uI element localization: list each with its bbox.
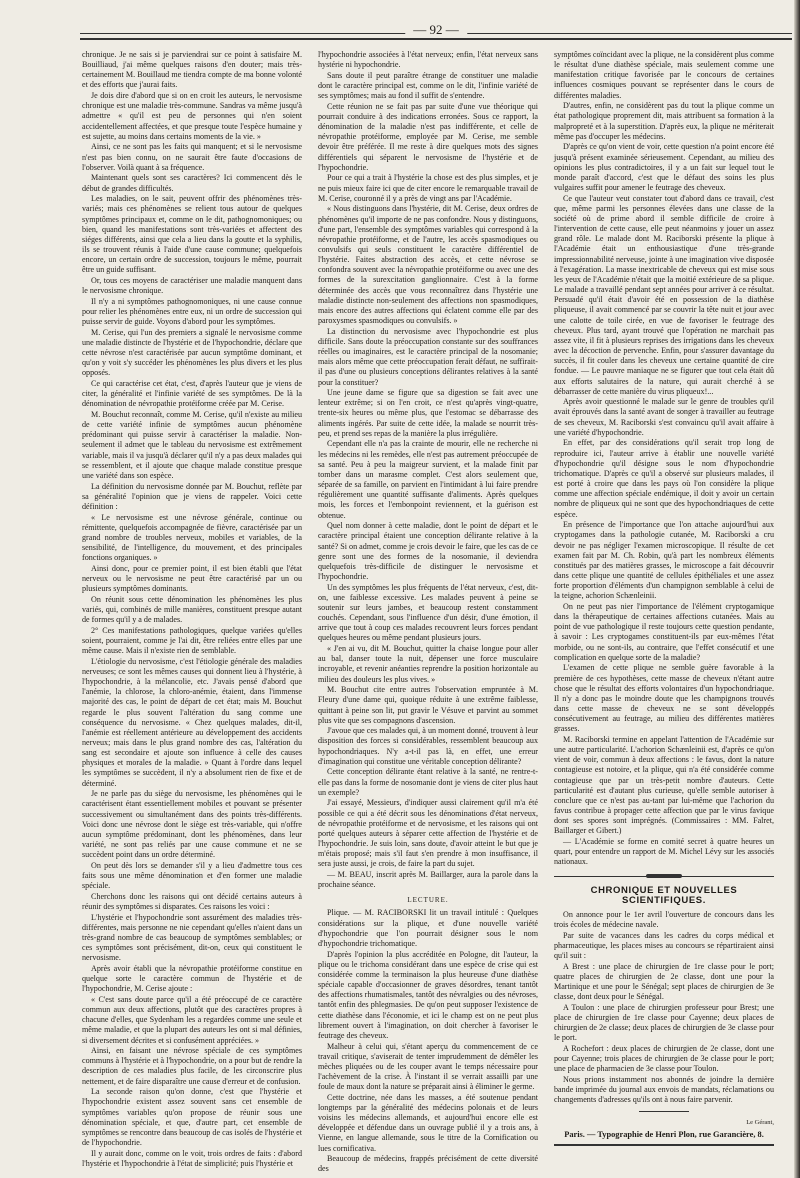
paragraph: D'après l'opinion la plus accréditée en Pologne, dit l'auteur, la plique ou le trichoma considérant dans une espèce de crise qui est considérée comme la terminaison la plus heureuse d'une diathèse spéciale capable d'occasionner de graves désordres, tenant tantôt des affections rhumatismales, tantôt des névralgies ou des névroses, tantôt enfin des phlegmasies. De qu'on peut supposer l'existence de cette diathèse dans l'économie, et ici le champ est on ne peut plus librement ouvert à l'imagination, on doit chercher à favoriser le feutrage des cheveux. [318, 949, 538, 1040]
article-continuation [318, 50, 538, 890]
paragraph: — M. BEAU, inscrit après M. Baillarger, aura la parole dans la prochaine séance. [318, 870, 538, 890]
paragraph: Après avoir établi que la névropathie protéiforme constitue en quelque sorte le caractère commun de l'hystérie et de l'hypochondrie, M. Cerise ajoute : [82, 963, 302, 994]
header-rule-thick [80, 38, 792, 40]
paragraph: D'après ce qu'on vient de voir, cette question n'a point encore été jusqu'à présent examinée sérieusement. Cependant, au milieu des opinions les plus contradictoires, il y a un fait sur lequel tout le monde paraît d'accord, c'est que le défaut des soins les plus vulgaires suffit pour amener le feutrage des cheveux. [554, 142, 774, 193]
paragraph: « Nous distinguons dans l'hystérie, dit M. Cerise, deux ordres de phénomènes qu'il importe de ne pas confondre. Nous y distinguons, d'une part, l'ensemble des symptômes variables qui correspond à la névropathie protéiforme, et de l'autre, les accès spasmodiques ou convulsifs qui seuls constituent le caractère différentiel de l'hystérie. Faites abstraction des accès, et cette névrose se confondra souvent avec la névropathie protéiforme ou avec une des formes de la surexcitation ganglionnaire. C'est à la forme déterminée des accès que vous reconnaîtrez dans l'hystérie une maladie distincte non-seulement des affections non spasmodiques, mais encore des autres affections qui éclatent comme elle par des paroxysmes spasmodiques ou convulsifs. » [318, 204, 538, 326]
paragraph: Je ne parle pas du siège du nervosisme, les phénomènes qui le caractérisent étant essentiellement mobiles et pouvant se présenter successivement ou simultanément dans des points très-différents. Voici donc une névrose dont le siège est très-variable, qui n'offre aucun symptôme prédominant, dont les phénomènes, dans leur variété, ne sont pas reliés par une cause commune et ne se succèdent point dans un ordre déterminé. [82, 789, 302, 860]
paragraph: Il n'y a ni symptômes pathognomoniques, ni une cause connue pour relier les phénomènes entre eux, ni un ordre de succession qui puisse servir de guide. Voyons d'abord pour les symptômes. [82, 296, 302, 327]
paragraph: « J'en ai vu, dit M. Bouchut, quitter la chaise longue pour aller au bal, danser toute la nuit, dépenser une force musculaire incroyable, et revenir anéanties reprendre la position horizontale au milieu des douleurs les plus vives. » [318, 644, 538, 684]
paragraph: L'examen de cette plique ne semble guère favorable à la première de ces hypothèses, cette masse de cheveux n'étant autre chose que le résultat des efforts volontaires d'un hypochondriaque. Il n'y a donc pas le moindre doute que les champignons trouvés dans cette masse de cheveux ne se sont développés consécutivement au feutrage, au milieu des différentes matières grasses. [554, 663, 774, 734]
paragraph: Ainsi donc, pour ce premier point, il est bien établi que l'état nerveux ou le nervosisme ne peut être caractérisé par un ou plusieurs symptômes dominants. [82, 563, 302, 594]
page-number: — 92 — [405, 22, 467, 38]
bottom-rule [554, 1144, 774, 1146]
paragraph: — L'Académie se forme en comité secret à quatre heures un quart, pour entendre un rapport de M. Michel Lévy sur les associés nationaux. [554, 837, 774, 867]
paragraph: M. Raciborski termine en appelant l'attention de l'Académie sur une autre particularité. L'achorion Schænleinii est, d'après ce qu'on vient de voir, commun à deux affections : le favus, dont la nature contagieuse est notoire, et la plique, qui n'a été considérée comme contagieuse que par un très-petit nombre d'auteurs. Cette particularité est d'autant plus curieuse, qu'elle semble autoriser à conclure que ce n'est pas au-tant par lui-même que l'achorion du favus contribue à propager cette affection que par le virus favique dont ses spores sont imprégnés. (Commissaires : MM. Falret, Baillarger et Gibert.) [554, 734, 774, 836]
paragraph: Malheur à celui qui, s'étant aperçu du commencement de ce travail critique, s'aviserait de tenter imprudemment de démêler les mèches pliquées ou de les couper avant le temps nécessaire pour l'achèvement de la crise. À l'instant il se verrait assailli par une foule de maux dont la nature se préparait ainsi à éliminer le germe. [318, 1041, 538, 1092]
paragraph: « C'est sans doute parce qu'il a été préoccupé de ce caractère commun aux deux affections, plutôt que des caractères propres à chacune d'elles, que Sydenham les a regardées comme une seule et même maladie, et que la plupart des auteurs les ont si mal définies, si diversement décrites et si confusément appréciées. » [82, 994, 302, 1045]
paragraph: Par suite de vacances dans les cadres du corps médical et pharmaceutique, les places mises au concours se répartiraient ainsi qu'il suit : [554, 930, 774, 960]
page-binding-edge [794, 0, 800, 1178]
paragraph: D'autres, enfin, ne considèrent pas du tout la plique comme un état pathologique proprement dit, mais attribuent sa formation à la malpropreté et à la superstition. D'après eux, la plique ne mériterait même pas d'occuper les médecins. [554, 101, 774, 141]
paragraph: Une jeune dame se figure que sa digestion se fait avec une lenteur extrême; si on l'en croit, ce n'est qu'après vingt-quatre, trente-six heures ou même plus, que l'estomac se débarrasse des aliments ingérés. Par suite de cette idée, la malade se nourrit très-peu, et prend ses repas de la manière la plus irrégulière. [318, 388, 538, 438]
paragraph: Cette doctrine, née dans les masses, a été soutenue pendant longtemps par la généralité des médecins polonais et de leurs voisins les médecins allemands, et aujourd'hui encore elle est développée et défendue dans un ouvrage publié il y a trois ans, à Vienne, en langue allemande, sous le titre de la Cornification ou lues cornificativa. [318, 1092, 538, 1153]
paragraph: Quel nom donner à cette maladie, dont le point de départ et le caractère principal étaient une conception délirante relative à la santé? Si on admet, comme je crois devoir le faire, que les cas de ce genre sont une des formes de la nosomanie, il deviendra quelquefois très-difficile de distinguer le nervosisme et l'hypochondrie. [318, 521, 538, 581]
paragraph: J'avoue que ces malades qui, à un moment donné, trouvent à leur disposition des forces si considérables, ressemblent beaucoup aux hypochondriaques. N'y a-t-il pas là, en effet, une erreur d'imagination qui constitue une véritable conception délirante? [318, 726, 538, 766]
paragraph: L'hystérie et l'hypochondrie sont assurément des maladies très-différentes, mais personne ne nie cependant qu'elles n'aient dans un très-grand nombre de cas beaucoup de symptômes semblables; or ces symptômes sont précisément, dit-on, ceux qui constituent le nervosisme. [82, 912, 302, 963]
paragraph: Cependant elle n'a pas la crainte de mourir, elle ne recherche ni les médecins ni les remèdes, elle n'est pas autrement préoccupée de sa santé. Peu à peu la maigreur survient, et la malade finit par tomber dans un marasme complet. C'est alors seulement que, séparée de sa famille, on parvient en l'intimidant à lui faire prendre régulièrement une quantité suffisante d'aliments. Après quelques mois, les forces et l'embonpoint reviennent, et la guérison est obtenue. [318, 439, 538, 520]
chronique-article [554, 910, 774, 1105]
paragraph: L'étiologie du nervosisme, c'est l'étiologie générale des maladies nerveuses; ce sont les mêmes causes qui donnent lieu à l'hystérie, à l'hypochondrie, à la mélancolie, etc. J'avais pensé d'abord que l'anémie, la chlorose, la chloro-anémie, étaient, dans l'immense majorité des cas, le point de départ de cet état; mais M. Bouchut regarde le plus souvent l'altération du sang comme une conséquence du nervosisme. « Chez quelques malades, dit-il, l'anémie est réellement antérieure au développement des accidents nerveux; mais dans le plus grand nombre des cas, l'altération du sang est secondaire et ajoute son influence à celle des causes physiques et morales de la maladie. » Quant à l'ordre dans lequel les symptômes se succèdent, il n'y a absolument rien de fixe et de déterminé. [82, 656, 302, 788]
gerant-signature: Le Gérant, [746, 1119, 774, 1127]
paragraph: Ce qui caractérise cet état, c'est, d'après l'auteur que je viens de citer, la généralité et l'infinie variété de ses symptômes. De là la dénomination de névropathie protéiforme créée par M. Cerise. [82, 379, 302, 409]
paragraph: On réunit sous cette dénomination les phénomènes les plus variés, qui, combinés de mille manières, constituent presque autant de formes qu'il y a de malades. [82, 594, 302, 625]
paragraph: Sans doute il peut paraître étrange de constituer une maladie dont le caractère principal est, comme on le dit, l'infinie variété de ses symptômes; mais au fond il suffit de s'entendre. [318, 70, 538, 101]
paragraph: En présence de l'importance que l'on attache aujourd'hui aux cryptogames dans la pathologie cutanée, M. Raciborski a cru devoir ne pas négliger l'examen microscopique. Il résulte de cet examen fait par M. Ch. Robin, qu'à part les nombreux éléments constitués par des matières grasses, le microscope a fait découvrir dans cette plique une quantité de cellules épithéliales et une assez forte proportion d'éléments d'un champignon semblable à celui de la teigne, achorion Schænleinii. [554, 520, 774, 601]
paragraph: Il y aurait donc, comme on le voit, trois ordres de faits : d'abord l'hystérie et l'hypochondrie à l'état de simplicité; puis l'hystérie et [82, 1148, 302, 1168]
paragraph: On ne peut pas nier l'importance de l'élément cryptogamique dans la thérapeutique de certaines affections cutanées. Mais au point de vue pathologique il reste toujours cette question pendante, à savoir : Les cryptogames constituent-ils par eux-mêmes l'état morbide, ou ne sont-ils, au contraire, que l'effet consécutif et une complication en quelque sorte de la maladie? [554, 601, 774, 662]
column-middle [318, 50, 538, 1174]
paragraph: On peut dès lors se demander s'il y a lieu d'admettre tous ces faits sous une même dénomination et d'en former une maladie spéciale. [82, 860, 302, 891]
lecture-heading: LECTURE. [407, 896, 449, 905]
paragraph: Nous prions instamment nos abonnés de joindre la dernière bande imprimée du journal aux envois de mandats, réclamations ou changements d'adresses qu'ils ont à nous faire parvenir. [554, 1074, 774, 1105]
paragraph: chronique. Je ne sais si je parviendrai sur ce point à satisfaire M. Bouilliaud, j'ai même quelques raisons d'en douter; mais très-certainement M. Bouillaud me tiendra compte de ma bonne volonté et des efforts que j'aurai faits. [82, 50, 302, 90]
paragraph: Maintenant quels sont ses caractères? Ici commencent dès le début de grandes difficultés. [82, 173, 302, 193]
paragraph: Cherchons donc les raisons qui ont décidé certains auteurs à réunir des symptômes si disparates. Ces raisons les voici : [82, 891, 302, 911]
paragraph: Je dois dire d'abord que si on en croit les auteurs, le nervosisme chronique est une maladie très-commune. Sandras va même jusqu'à admettre « qu'il est peu de personnes qui n'en soient accidentellement affectées, et que presque toute l'espèce humaine y est sujette, au moins dans certains moments de la vie. » [82, 91, 302, 141]
paragraph: La distinction du nervosisme avec l'hypochondrie est plus difficile. Sans doute la préoccupation constante sur des souffrances réelles ou imaginaires, est le caractère principal de la nosomanie; mais alors même que cette préoccupation ferait défaut, ne suffirait-il pas d'une ou plusieurs conceptions délirantes relatives à la santé pour la constituer? [318, 326, 538, 387]
paragraph: symptômes coïncidant avec la plique, ne la considèrent plus comme le résultat d'une diathèse spéciale, mais seulement comme une manifestation critique favorisée par le concours de certaines influences cosmiques pouvant se représenter dans le cours de différentes maladies. [554, 50, 774, 100]
paragraph: « Le nervosisme est une névrose générale, continue ou rémittente, quelquefois accompagnée de fièvre, caractérisée par un grand nombre de troubles nerveux, mobiles et variables, de la sensibilité, de l'intelligence, du mouvement, et des principales fonctions organiques. » [82, 512, 302, 563]
paragraph: La seconde raison qu'on donne, c'est que l'hystérie et l'hypochondrie existent assez souvent sans cet ensemble de symptômes variables qu'on propose de réunir sous une dénomination spéciale, et que, d'autre part, cet ensemble de symptômes se rencontre dans beaucoup de cas isolés de l'hystérie et de l'hypochondrie. [82, 1087, 302, 1148]
paragraph: Un des symptômes les plus fréquents de l'état nerveux, c'est, dit-on, une faiblesse excessive. Les malades peuvent à peine se soutenir sur leurs jambes, et beaucoup restent constamment couchés. Cependant, sous l'influence d'un désir, d'une émotion, il arrive que tout à coup ces malades recouvrent leurs forces pendant quelques heures ou même pendant plusieurs jours. [318, 582, 538, 643]
paragraph: A Rochefort : deux places de chirurgien de 2e classe, dont une pour Cayenne; trois places de chirurgien de 3e classe pour le port; une place de pharmacien de 3e classe pour Toulon. [554, 1043, 774, 1074]
paragraph: Ce que l'auteur veut constater tout d'abord dans ce travail, c'est que, même parmi les personnes élevées dans une classe de la société où de prime abord il semble difficile de croire à l'intervention de cette cause, elle peut néanmoins y jouer un assez grand rôle. Le malade dont M. Raciborski présente la plique à l'Académie était un enthousiastique d'une très-grande impressionnabilité nerveuse, jointe à une imagination vive disposée à l'exagération. La masse inextricable de cheveux qui est mise sous les yeux de l'Académie n'était que la moitié extérieure de sa plique. Le malade a travaillé pendant sept années pour arriver à ce résultat. Persuadé qu'il était d'avoir été en possession de la diathèse pliqueuse, il avait commencé par se couvrir la tête nuit et jour avec une calotte de toile cirée, en vue de favoriser le feutrage des cheveux. Plus tard, ayant trouvé que l'opération ne marchait pas assez vite, il fit à plusieurs reprises des irrigations dans les cheveux avec la décoction de pervenche. Enfin, pour s'assurer davantage du succès, il fit couler dans les cheveux une certaine quantité de cire fondue. — Le pauvre maniaque ne se figurer que tout cela était dû aux efforts salutaires de la nature, qui aurait cherché à se débarrasser de cette manière du virus pliqueux!... [554, 193, 774, 396]
printer-imprint: Paris. — Typographie de Henri Plon, rue Garancière, 8. [564, 1130, 764, 1140]
paragraph: 2° Ces manifestations pathologiques, quelque variées qu'elles soient, pourraient, comme je l'ai dit, être reliées entre elles par une même cause. Mais il n'existe rien de semblable. [82, 625, 302, 656]
paragraph: J'ai essayé, Messieurs, d'indiquer aussi clairement qu'il m'a été possible ce qui a été décrit sous les dénominations d'état nerveux, de névropathie protéiforme et de nervosisme, et les raisons qui ont porté quelques auteurs à séparer cette affection de l'hystérie et de l'hypochondrie. Je suis loin, sans doute, d'avoir atteint le but que je m'étais proposé; mais s'il faut s'en prendre à mon insuffisance, il sera juste aussi, je crois, de faire la part du sujet. [318, 798, 538, 869]
paragraph: Cette conception délirante étant relative à la santé, ne rentre-t-elle pas dans la forme de nosomanie dont je viens de citer plus haut un exemple? [318, 767, 538, 797]
paragraph: A Toulon : une place de chirurgien professeur pour Brest; une place de chirurgien de 1re classe pour Cayenne; deux places de chirurgien de 2e classe; deux places de chirurgien de 3e classe pour le port. [554, 1002, 774, 1043]
paragraph: M. Bouchut reconnaît, comme M. Cerise, qu'il n'existe au milieu de cette variété infinie de symptômes aucun phénomène prédominant qui puisse servir à caractériser la maladie. Non-seulement il admet que le tableau du nervosisme est extrêmement variable, mais il va jusqu'à déclarer qu'il n'y a pas deux malades qui se ressemblent, et il ajoute que chaque malade constitue presque une variété dans son espèce. [82, 409, 302, 480]
end-rule [639, 1111, 689, 1112]
page-header [80, 22, 792, 46]
paragraph: Cette réunion ne se fait pas par suite d'une vue théorique qui pourrait conduire à des indications erronées. Sous ce rapport, la dénomination de la maladie n'est pas indifférente, et celle de névropathie protéiforme, employée par M. Cerise, me semble devoir être préférée. Il me reste à dire quelques mots des signes différentiels qui séparent le nervosisme de l'hystérie et de l'hypochondrie. [318, 101, 538, 172]
paragraph: Or, tous ces moyens de caractériser une maladie manquent dans le nervosisme chronique. [82, 275, 302, 296]
paragraph: Pour ce qui a trait à l'hystérie la chose est des plus simples, et je ne puis mieux faire ici que de citer encore le remarquable travail de M. Cerise, couronné il y a près de vingt ans par l'Académie. [318, 173, 538, 203]
plique-article [554, 50, 774, 868]
lecture-article [318, 908, 538, 1174]
paragraph: On annonce pour le 1er avril l'ouverture de concours dans les trois écoles de médecine navale. [554, 909, 774, 929]
column-right [554, 50, 774, 1140]
paragraph: l'hypochondrie associées à l'état nerveux; enfin, l'état nerveux sans hystérie ni hypochondrie. [318, 50, 538, 70]
paragraph: Ainsi, ce ne sont pas les faits qui manquent; et si le nervosisme n'est pas bien connu, on ne saurait être faute d'occasions de l'observer. Voilà quant à sa fréquence. [82, 142, 302, 172]
column-left [82, 50, 302, 1168]
paragraph: Beaucoup de médecins, frappés précisément de cette diversité des [318, 1154, 538, 1174]
paragraph: En effet, par des considérations qu'il serait trop long de reproduire ici, l'auteur arrive à établir une nouvelle variété d'hypochondrie qu'il désigne sous le nom d'hypochondrie trichomatique. D'après ce qu'il a observé sur plusieurs malades, il est porté à croire que dans les pays où l'on considère la plique comme une affection spéciale endémique, il doit y avoir un certain nombre de pliqueux qui ne sont que des hypochondriaques de cette espèce. [554, 438, 774, 519]
paragraph: Plique. — M. RACIBORSKI lit un travail intitulé : Quelques considérations sur la plique, et d'une nouvelle variété d'hypochondrie que l'on pourrait désigner sous le nom d'hypochondrie trichomatique. [318, 908, 538, 948]
paragraph: A Brest : une place de chirurgien de 1re classe pour le port; quatre places de chirurgien de 2e classe, dont une pour la Martinique et une pour le Sénégal; sept places de chirurgien de 3e classe, dont deux pour le Sénégal. [554, 961, 774, 1002]
paragraph: M. Cerise, qui l'un des premiers a signalé le nervosisme comme une maladie distincte de l'hystérie et de l'hypochondrie, déclare que cette névrose n'est caractérisée par aucun symptôme dominant, et qu'on y voit s'y succéder les phénomènes les plus divers et les plus opposés. [82, 327, 302, 378]
paragraph: Ainsi, en faisant une névrose spéciale de ces symptômes communs à l'hystérie et à l'hypochondrie, on a pour but de rendre la description de ces maladies plus facile, de les circonscrire plus nettement, et de faire disparaître une cause d'erreur et de confusion. [82, 1046, 302, 1086]
paragraph: M. Bouchut cite entre autres l'observation empruntée à M. Fleury d'une dame qui, quoique réduite à une extrême faiblesse, quittant à peine son lit, put gravir le Vésuve et parvint au sommet plus vite que ses compagnons d'ascension. [318, 685, 538, 725]
paragraph: La définition du nervosisme donnée par M. Bouchut, reflète par sa généralité l'opinion que je viens de rappeler. Voici cette définition : [82, 481, 302, 511]
paragraph: Les maladies, on le sait, peuvent offrir des phénomènes très-variés; mais ces phénomènes se relient tous autour de quelques symptômes principaux et, comme on le dit, pathognomoniques; ou bien, quand les manifestations sont très-variées et affectent des siéges différents, ainsi que cela a lieu dans la goutte et la syphilis, ils se trouvent réunis à l'aide d'une cause commune; quelquefois encore, un certain ordre de succession, toujours le même, pourrait être un guide suffisant. [82, 194, 302, 275]
section-divider [554, 872, 774, 882]
paragraph: Après avoir questionné le malade sur le genre de troubles qu'il avait éprouvés dans la santé avant de songer à travailler au feutrage de ses cheveux, M. Raciborski s'est convaincu qu'il avait affaire à une variété d'hypochondrie. [554, 397, 774, 437]
chronique-heading: CHRONIQUE ET NOUVELLES SCIENTIFIQUES. [590, 884, 738, 906]
